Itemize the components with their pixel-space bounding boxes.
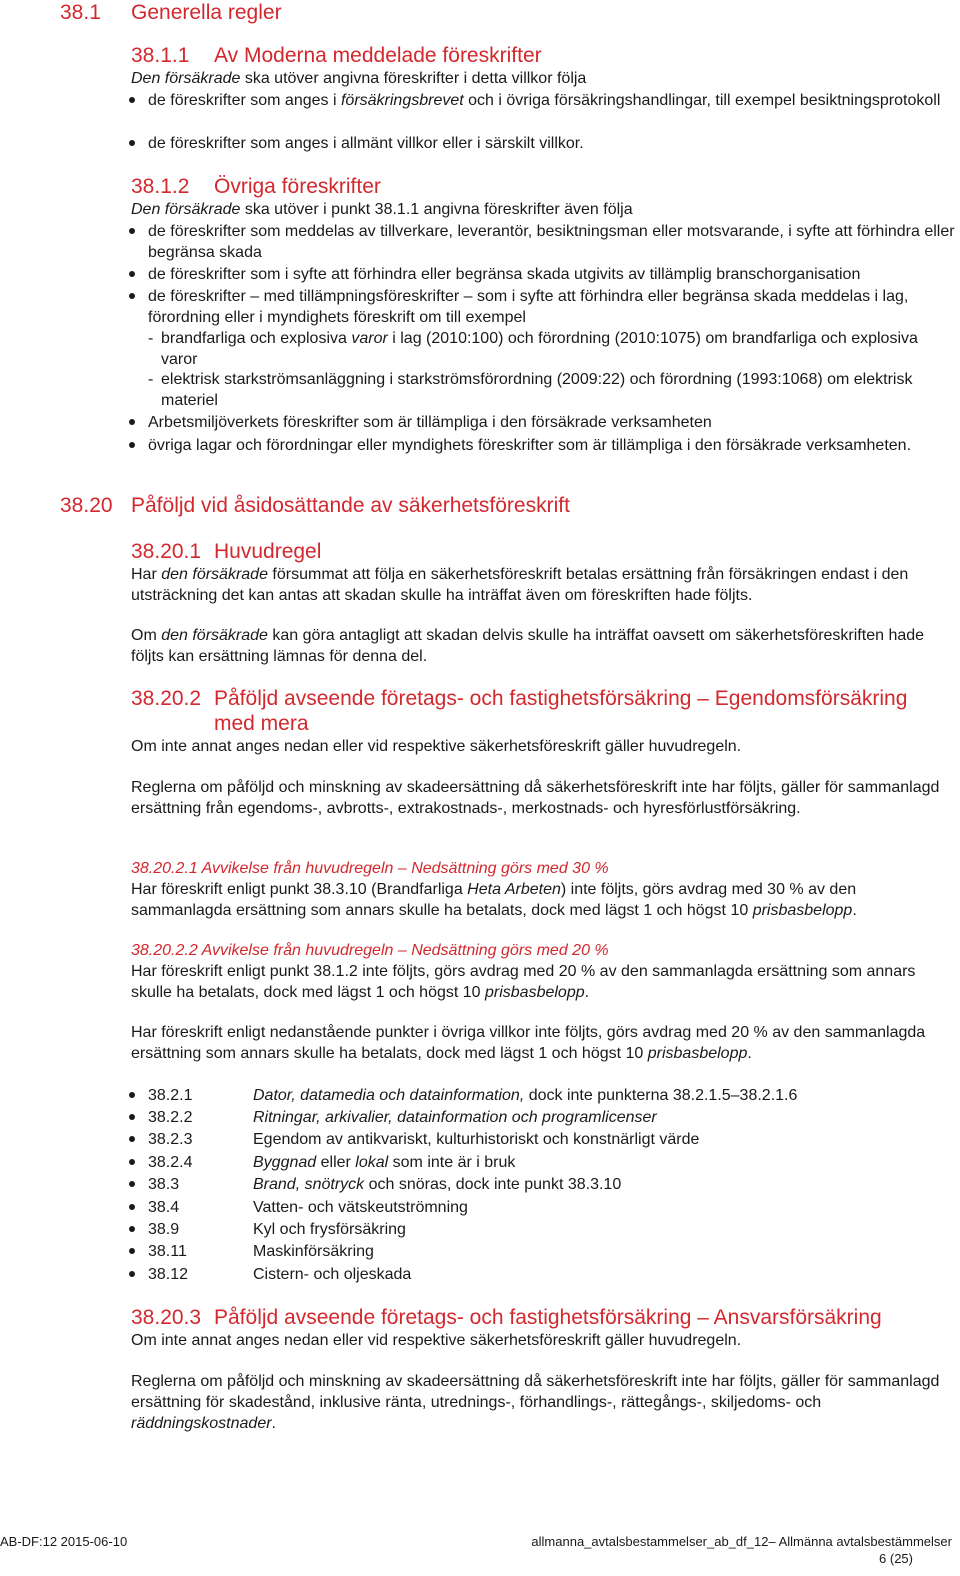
subsection-heading-38-1-2 bbox=[131, 174, 381, 199]
section-number: 38.20 bbox=[60, 494, 113, 517]
term: den försäkrade bbox=[161, 627, 268, 644]
item-number: 38.2.1 bbox=[148, 1087, 193, 1104]
text: Har föreskrift enligt nedanstående punkter i övriga villkor inte följts, görs avdrag med 20 % av den sammanlagda ersättning som annars skulle ha betalats, dock med lägst 1 och högst 10 bbox=[131, 1024, 926, 1062]
paragraph bbox=[131, 879, 951, 921]
subsection-heading-38-20-3 bbox=[131, 1305, 882, 1330]
sub-subsection-heading: 38.20.2.2 Avvikelse från huvudregeln – Nedsättning görs med 20 % bbox=[131, 942, 609, 959]
item-number: 38.3 bbox=[148, 1176, 180, 1193]
text: Vatten- och vätskeutströmning bbox=[253, 1199, 468, 1216]
term: den försäkrade bbox=[161, 566, 268, 583]
text: Kyl och frysförsäkring bbox=[253, 1221, 406, 1238]
dash-icon: - bbox=[148, 330, 154, 347]
text: de föreskrifter som i syfte att förhindra eller begränsa skada utgivits av tillämplig branschorganisation bbox=[148, 266, 861, 283]
text: brandfarliga och explosiva bbox=[161, 330, 352, 347]
term: prisbasbelopp bbox=[752, 902, 853, 919]
term: prisbasbelopp bbox=[647, 1045, 748, 1062]
text: och snöras, dock inte punkt 38.3.10 bbox=[364, 1176, 622, 1193]
dash-icon: - bbox=[148, 371, 154, 388]
paragraph: Reglerna om påföljd och minskning av skadeersättning då säkerhetsföreskrift inte har följts, gäller för sammanlagd ersättning från egendoms-, avbrotts-, extrakostnads-, merkostnads- och hyresförlustförsäkring. bbox=[131, 779, 940, 817]
text: ska utöver angivna föreskrifter i detta villkor följa bbox=[240, 70, 587, 87]
item-number: 38.11 bbox=[148, 1243, 187, 1260]
item-number: 38.4 bbox=[148, 1199, 180, 1216]
paragraph bbox=[131, 961, 951, 1003]
subsection-title: Övriga föreskrifter bbox=[214, 175, 381, 198]
term: varor bbox=[351, 330, 388, 347]
text: och i övriga försäkringshandlingar, till exempel besiktningsprotokoll bbox=[463, 92, 941, 109]
text: de föreskrifter som anges i bbox=[148, 92, 341, 109]
text: Arbetsmiljöverkets föreskrifter som är tillämpliga i den försäkrade verksamheten bbox=[148, 414, 712, 431]
section-heading-38-20 bbox=[60, 493, 570, 519]
item-number: 38.2.4 bbox=[148, 1154, 193, 1171]
term: Den försäkrade bbox=[131, 70, 241, 87]
section-title: Påföljd vid åsidosättande av säkerhetsföreskrift bbox=[131, 494, 570, 517]
bullet-icon bbox=[129, 1092, 135, 1098]
term: försäkringsbrevet bbox=[340, 92, 464, 109]
list-item bbox=[148, 435, 956, 456]
text: Har föreskrift enligt punkt 38.1.2 inte följts, görs avdrag med 20 % av den sammanlagda ersättning som annars skulle ha betalats, dock med lägst 1 och högst 10 bbox=[131, 963, 916, 1001]
bullet-icon bbox=[129, 1271, 135, 1277]
bullet-icon bbox=[129, 1136, 135, 1142]
subsection-title: Huvudregel bbox=[214, 540, 322, 563]
subsection-heading-38-1-1 bbox=[131, 43, 542, 68]
text: kan göra antagligt att skadan delvis skulle ha inträffat oavsett om säkerhetsföreskriften hade följts kan ersättning lämnas för denna del. bbox=[131, 627, 925, 665]
bullet-icon bbox=[129, 293, 135, 299]
section-number: 38.1 bbox=[60, 1, 101, 24]
item-number: 38.12 bbox=[148, 1266, 189, 1283]
text: övriga lagar och förordningar eller myndighets föreskrifter som är tillämpliga i den försäkrade verksamheten. bbox=[148, 437, 912, 454]
term: prisbasbelopp bbox=[485, 984, 585, 1001]
subsection-number: 38.1.2 bbox=[131, 175, 190, 198]
paragraph: Om inte annat anges nedan eller vid respektive säkerhetsföreskrift gäller huvudregeln. bbox=[131, 738, 742, 755]
subsection-number: 38.20.2 bbox=[131, 687, 202, 710]
subsection-title: Av Moderna meddelade föreskrifter bbox=[214, 44, 542, 67]
text: Har föreskrift enligt punkt 38.3.10 (Brandfarliga bbox=[131, 881, 468, 898]
list-item bbox=[148, 286, 956, 328]
list-item bbox=[148, 133, 956, 154]
text: Om bbox=[131, 627, 162, 644]
dash-item bbox=[148, 328, 938, 370]
bullet-icon bbox=[129, 1248, 135, 1254]
bullet-icon bbox=[129, 1204, 135, 1210]
text: . bbox=[271, 1415, 276, 1432]
footer-page-number: 6 (25) bbox=[879, 1551, 913, 1566]
dash-item bbox=[148, 369, 938, 411]
text: ska utöver i punkt 38.1.1 angivna föreskrifter även följa bbox=[240, 201, 633, 218]
text: Maskinförsäkring bbox=[253, 1243, 374, 1260]
paragraph bbox=[131, 625, 951, 667]
bullet-icon bbox=[129, 1159, 135, 1165]
paragraph bbox=[131, 1022, 951, 1064]
subsection-number: 38.20.3 bbox=[131, 1306, 202, 1329]
paragraph bbox=[131, 199, 951, 220]
footer-document-code: AB-DF:12 2015-06-10 bbox=[0, 1534, 128, 1549]
subsection-title: Påföljd avseende företags- och fastighetsförsäkring – Ansvarsförsäkring bbox=[214, 1306, 882, 1329]
footer-file-name: allmanna_avtalsbestammelser_ab_df_12– Allmänna avtalsbestämmelser bbox=[531, 1534, 952, 1549]
subsection-number: 38.20.1 bbox=[131, 540, 202, 563]
bullet-icon bbox=[129, 419, 135, 425]
section-heading-38-1 bbox=[60, 0, 282, 26]
paragraph: Om inte annat anges nedan eller vid respektive säkerhetsföreskrift gäller huvudregeln. bbox=[131, 1332, 742, 1349]
text: de föreskrifter – med tillämpningsföreskrifter – som i syfte att förhindra eller begränsa skada meddelas i lag, förordning eller i myndighets föreskrift om till exempel bbox=[148, 288, 909, 326]
bullet-icon bbox=[129, 228, 135, 234]
paragraph bbox=[131, 1371, 951, 1434]
term: Dator, datamedia och datainformation, bbox=[253, 1087, 525, 1104]
text: Reglerna om påföljd och minskning av skadeersättning då säkerhetsföreskrift inte har följts, gäller för sammanlagd ersättning för skadestånd, inklusive ränta, utrednings-, förhandlings-, rättegångs-, skiljedoms- och bbox=[131, 1373, 940, 1411]
text: ) inte följts, görs avdrag med 30 % av den sammanlagda ersättning som annars skulle ha betalats, dock med lägst 1 och högst 10 bbox=[131, 881, 857, 919]
bullet-icon bbox=[129, 1114, 135, 1120]
text: som inte är i bruk bbox=[388, 1154, 516, 1171]
list-item bbox=[148, 221, 956, 263]
subsection-heading-38-20-1 bbox=[131, 539, 321, 564]
bullet-icon bbox=[129, 140, 135, 146]
text: försummat att följa en säkerhetsföreskrift betalas ersättning från försäkringen endast i den utsträckning det kan antas att skadan skulle ha inträffat även om föreskriften hade följts. bbox=[131, 566, 909, 604]
subsection-heading-38-20-2 bbox=[131, 686, 931, 736]
text: . bbox=[747, 1045, 752, 1062]
paragraph bbox=[131, 68, 951, 89]
text: Cistern- och oljeskada bbox=[253, 1266, 412, 1283]
text: de föreskrifter som meddelas av tillverkare, leverantör, besiktningsman eller motsvarande, i syfte att förhindra eller begränsa skada bbox=[148, 223, 955, 261]
term: lokal bbox=[355, 1154, 389, 1171]
list-item bbox=[148, 264, 956, 285]
term: Heta Arbeten bbox=[467, 881, 561, 898]
bullet-icon bbox=[129, 1181, 135, 1187]
text: . bbox=[852, 902, 857, 919]
term: Ritningar, arkivalier, datainformation och programlicenser bbox=[253, 1109, 657, 1126]
item-number: 38.2.3 bbox=[148, 1131, 193, 1148]
bullet-icon bbox=[129, 271, 135, 277]
bullet-icon bbox=[129, 442, 135, 448]
paragraph bbox=[131, 564, 951, 606]
bullet-icon bbox=[129, 97, 135, 103]
text: Har bbox=[131, 566, 162, 583]
text: . bbox=[584, 984, 590, 1001]
list-item bbox=[148, 412, 956, 433]
bullet-icon bbox=[129, 1226, 135, 1232]
sub-subsection-heading: 38.20.2.1 Avvikelse från huvudregeln – Nedsättning görs med 30 % bbox=[131, 860, 609, 877]
text: i lag (2010:100) och förordning (2010:1075) om brandfarliga och explosiva varor bbox=[161, 330, 918, 368]
text: dock inte punkterna 38.2.1.5–38.2.1.6 bbox=[524, 1087, 798, 1104]
term: Brand, snötryck bbox=[253, 1176, 365, 1193]
subsection-number: 38.1.1 bbox=[131, 44, 190, 67]
text: eller bbox=[316, 1154, 356, 1171]
term: räddningskostnader bbox=[131, 1415, 272, 1432]
section-title: Generella regler bbox=[131, 1, 282, 24]
text: Egendom av antikvariskt, kulturhistoriskt och konstnärligt värde bbox=[253, 1131, 700, 1148]
text: elektrisk starkströmsanläggning i starkströmsförordning (2009:22) och förordning (1993:1068) om elektrisk materiel bbox=[161, 371, 913, 409]
text: de föreskrifter som anges i allmänt villkor eller i särskilt villkor. bbox=[148, 135, 584, 152]
item-number: 38.9 bbox=[148, 1221, 180, 1238]
term: Byggnad bbox=[253, 1154, 317, 1171]
list-item bbox=[148, 90, 956, 111]
term: Den försäkrade bbox=[131, 201, 241, 218]
item-number: 38.2.2 bbox=[148, 1109, 193, 1126]
subsection-title: Påföljd avseende företags- och fastighetsförsäkring – Egendomsförsäkring med mera bbox=[214, 687, 908, 735]
